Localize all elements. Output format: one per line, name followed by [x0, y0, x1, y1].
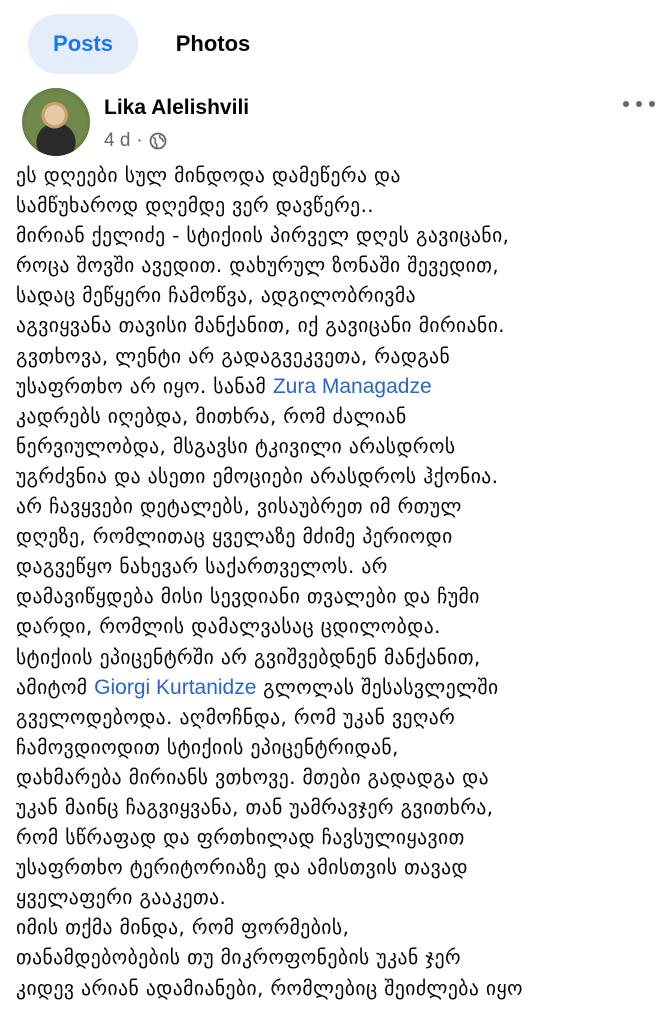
post-text: დღეზე, რომლითაც ყველაზე მძიმე პერიოდი — [16, 525, 453, 549]
mention-link[interactable]: Giorgi Kurtanidze — [94, 675, 257, 699]
post-text: დარდი, რომლის დამალვასაც ცდილობდა. — [16, 615, 441, 639]
post-text-line — [16, 643, 666, 673]
post-text: სამწუხაროდ დღემდე ვერ დავწერე.. — [16, 194, 374, 218]
post-text-line — [16, 342, 666, 372]
post-text: ნერვიულობდა, მსგავსი ტკივილი არასდროს — [16, 434, 456, 458]
post-text-line — [16, 251, 666, 281]
post-text-line — [16, 462, 666, 492]
post-text: უსაფრთხო ტერიტორიაზე და ამისთვის თავად — [16, 856, 469, 880]
post-text-line — [16, 402, 666, 432]
post-text: გლოლას შესასვლელში — [256, 675, 499, 699]
avatar[interactable] — [22, 88, 90, 156]
post-text-line — [16, 733, 666, 763]
post-text: კადრებს იღებდა, მითხრა, რომ ძალიან — [16, 404, 407, 428]
post-text-line — [16, 853, 666, 883]
post-text: ყველაფერი გააკეთა. — [16, 886, 227, 910]
post-text: ამიტომ — [16, 675, 95, 699]
post-text-line — [16, 703, 666, 733]
post-time[interactable]: 4 d — [104, 130, 131, 151]
globe-icon[interactable] — [149, 132, 167, 150]
post-text: დამავიწყდება მისი სევდიანი თვალები და ჩუმი — [16, 585, 480, 609]
post-text-line — [16, 582, 666, 612]
post-text: როცა შოვში ავედით. დახურულ ზონაში შევედით, — [16, 254, 500, 278]
post-text-line — [16, 763, 666, 793]
post-text-line — [16, 793, 666, 823]
post-text: სტიქიის ეპიცენტრში არ გვიშვებდნენ მანქანით, — [16, 645, 481, 669]
post-text-line — [16, 673, 666, 703]
more-options-icon[interactable] — [623, 94, 655, 114]
meta-separator: · — [136, 130, 143, 151]
post-text-line — [16, 974, 666, 1004]
post-text: კიდევ არიან ადამიანები, რომლებიც შეიძლება იყო — [16, 976, 523, 1000]
post-text: უსაფრთხო არ იყო. სანამ — [16, 374, 273, 398]
post-text-line — [16, 372, 666, 402]
post-text-line — [16, 221, 666, 251]
post-text: გვთხოვა, ლენტი არ გადაგვეკვეთა, რადგან — [16, 344, 451, 368]
post-text: მირიან ქელიძე - სტიქიის პირველ დღეს გავიცანი, — [16, 224, 510, 248]
post-text-line — [16, 432, 666, 462]
post-text: დაგვეწყო ნახევარ საქართველოს. არ — [16, 555, 388, 579]
post-text: არ ჩავყვები დეტალებს, ვისაუბრეთ იმ რთულ — [16, 495, 462, 519]
post-text: უკან მაინც ჩაგვიყვანა, თან უამრავჯერ გვითხრა, — [16, 795, 494, 819]
author-name[interactable]: Lika Alelishvili — [104, 96, 250, 119]
post-text-line — [16, 552, 666, 582]
tab-posts[interactable]: Posts — [28, 14, 138, 74]
post-header — [22, 88, 661, 158]
post-text-line — [16, 883, 666, 913]
post-text-line — [16, 943, 666, 973]
post-text-line — [16, 913, 666, 943]
post-text-line — [16, 281, 666, 311]
post-meta — [104, 130, 167, 152]
mention-link[interactable]: Zura Managadze — [272, 374, 432, 398]
post-text: რომ სწრაფად და ფრთხილად ჩავსულიყავით — [16, 826, 465, 850]
post-text-line — [16, 492, 666, 522]
post-body — [16, 161, 666, 1004]
post-text: უგრძვნია და ასეთი ემოციები არასდროს ჰქონია. — [16, 464, 499, 488]
post-text-line — [16, 191, 666, 221]
post-text-line — [16, 311, 666, 341]
post-text: გველოდებოდა. აღმოჩნდა, რომ უკან ვეღარ — [16, 705, 456, 729]
post-text: დახმარება მირიანს ვთხოვე. მთები გადადგა და — [16, 765, 490, 789]
post-text: ეს დღეები სულ მინდოდა დამეწერა და — [16, 164, 401, 187]
post-text-line — [16, 522, 666, 552]
post-text: სადაც მეწყერი ჩამოწვა, ადგილობრივმა — [16, 284, 417, 308]
post-text: ჩამოვდიოდით სტიქიის ეპიცენტრიდან, — [16, 735, 399, 759]
post-text: იმის თქმა მინდა, რომ ფორმების, — [16, 916, 350, 940]
post-text-line — [16, 823, 666, 853]
post-text: აგვიყვანა თავისი მანქანით, იქ გავიცანი მირიანი. — [16, 314, 505, 338]
post-text-line — [16, 161, 666, 191]
post-text: თანამდებობების თუ მიკროფონების უკან ჯერ — [16, 946, 462, 970]
tab-photos[interactable]: Photos — [175, 31, 251, 56]
post-text-line — [16, 612, 666, 642]
profile-tabs — [28, 12, 278, 76]
